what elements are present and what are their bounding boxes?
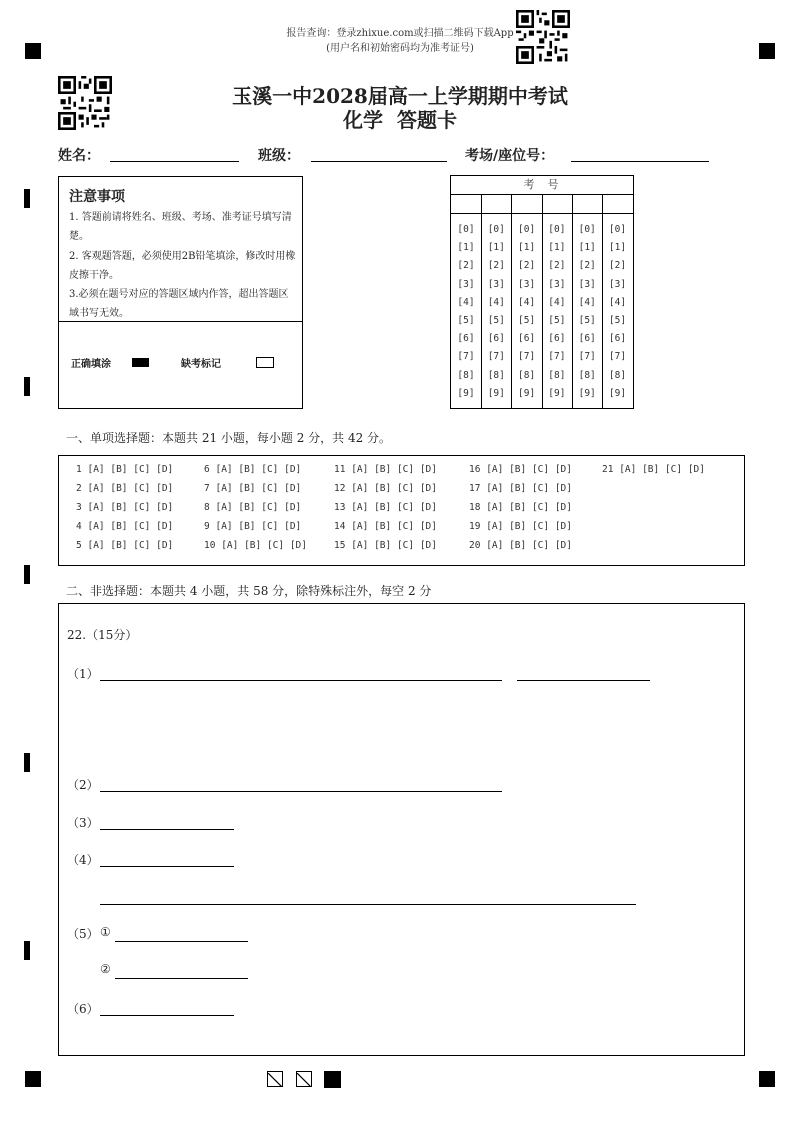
qr-code-icon bbox=[516, 10, 570, 64]
timing-mark bbox=[24, 941, 30, 960]
exam-number-digit-bubble[interactable]: [2] bbox=[518, 260, 536, 272]
exam-number-digit-bubble[interactable]: [6] bbox=[518, 333, 536, 345]
exam-title: 玉溪一中2028届高一上学期期中考试 bbox=[232, 84, 568, 108]
credentials-note: (用户名和初始密码均为准考证号) bbox=[326, 43, 474, 54]
mc-option-bubbles[interactable]: [A] [B] [C] [D] bbox=[351, 483, 437, 494]
exam-number-digit-bubble[interactable]: [9] bbox=[518, 387, 536, 399]
exam-number-digit-bubble[interactable]: [3] bbox=[548, 278, 566, 290]
part-4-label: （4） bbox=[67, 853, 99, 867]
exam-number-digit-bubble[interactable]: [1] bbox=[548, 242, 566, 254]
exam-number-digit-bubble[interactable]: [0] bbox=[518, 224, 536, 235]
mc-question-number: 3 bbox=[76, 502, 82, 513]
class-field[interactable] bbox=[311, 161, 447, 162]
exam-number-digit-bubble[interactable]: [3] bbox=[608, 278, 627, 290]
answer-line-5b[interactable] bbox=[115, 978, 248, 979]
mc-question-row[interactable] bbox=[334, 521, 437, 532]
multiple-choice-box bbox=[58, 455, 745, 566]
mc-question-number: 5 bbox=[76, 540, 82, 551]
part-6-label: （6） bbox=[67, 1002, 99, 1016]
mc-question-number: 13 bbox=[334, 502, 346, 513]
exam-number-write-box[interactable] bbox=[481, 195, 511, 214]
exam-number-digit-bubble[interactable]: [2] bbox=[487, 260, 505, 272]
answer-line-5a[interactable] bbox=[115, 941, 248, 942]
page-mark-filled bbox=[324, 1071, 341, 1088]
exam-number-digit-bubble[interactable]: [9] bbox=[548, 387, 566, 399]
seat-label: 考场/座位号： bbox=[465, 148, 555, 164]
mc-option-bubbles[interactable]: [A] [B] [C] [D] bbox=[351, 521, 437, 532]
mc-option-bubbles[interactable]: [A] [B] [C] [D] bbox=[351, 502, 437, 513]
timing-mark bbox=[24, 753, 30, 772]
exam-number-digit-bubble[interactable]: [0] bbox=[608, 224, 627, 235]
notice-item-3: 3.必须在题号对应的答题区域内作答，超出答题区域书写无效。 bbox=[69, 289, 289, 320]
exam-number-digit-bubble[interactable]: [1] bbox=[457, 242, 475, 254]
mc-option-bubbles[interactable]: [A] [B] [C] [D] bbox=[619, 464, 705, 475]
mc-question-row[interactable] bbox=[76, 502, 173, 513]
mc-question-row[interactable] bbox=[602, 464, 705, 475]
exam-number-digit-bubble[interactable]: [1] bbox=[487, 242, 505, 254]
mc-option-bubbles[interactable]: [A] [B] [C] [D] bbox=[221, 540, 307, 551]
answer-line-4b[interactable] bbox=[100, 904, 636, 905]
mc-question-row[interactable] bbox=[469, 483, 572, 494]
mc-question-number: 12 bbox=[334, 483, 346, 494]
exam-number-digit-bubble[interactable]: [8] bbox=[578, 369, 596, 381]
mc-option-bubbles[interactable]: [A] [B] [C] [D] bbox=[486, 540, 572, 551]
exam-number-digit-bubble[interactable]: [0] bbox=[487, 224, 505, 235]
exam-number-digit-bubble[interactable]: [4] bbox=[578, 296, 596, 308]
exam-number-digit-bubble[interactable]: [7] bbox=[487, 351, 505, 363]
answer-line-1a[interactable] bbox=[100, 680, 502, 681]
part-5-label: （5） bbox=[67, 927, 99, 941]
qr-code-top-right bbox=[516, 10, 570, 64]
mc-question-number: 9 bbox=[204, 521, 210, 532]
exam-number-digit-bubble[interactable]: [8] bbox=[548, 369, 566, 381]
exam-number-digit-bubble[interactable]: [6] bbox=[487, 333, 505, 345]
mc-question-number: 10 bbox=[204, 540, 216, 551]
exam-number-digit-bubble[interactable]: [7] bbox=[578, 351, 596, 363]
timing-mark bbox=[24, 565, 30, 584]
mc-option-bubbles[interactable]: [A] [B] [C] [D] bbox=[215, 483, 302, 494]
mc-question-row[interactable] bbox=[204, 502, 301, 513]
exam-number-digit-bubble[interactable]: [8] bbox=[487, 369, 505, 381]
answer-area-22 bbox=[58, 603, 745, 1056]
mc-question-row[interactable] bbox=[76, 483, 173, 494]
notice-text bbox=[69, 208, 297, 324]
mc-question-row[interactable] bbox=[469, 502, 572, 513]
correct-fill-sample bbox=[132, 358, 149, 367]
mc-question-row[interactable] bbox=[204, 464, 301, 475]
answer-line-2[interactable] bbox=[100, 791, 502, 792]
mc-question-number: 4 bbox=[76, 521, 82, 532]
mc-question-number: 11 bbox=[334, 464, 346, 475]
mc-option-bubbles[interactable]: [A] [B] [C] [D] bbox=[215, 464, 302, 475]
corner-mark-top-right bbox=[759, 43, 775, 59]
exam-number-digit-bubble[interactable]: [7] bbox=[548, 351, 566, 363]
mc-question-number: 6 bbox=[204, 464, 210, 475]
notice-box bbox=[58, 176, 303, 409]
exam-number-digit-bubble[interactable]: [7] bbox=[457, 351, 475, 363]
notice-item-2: 2. 客观题答题，必须使用2B铅笔填涂，修改时用橡皮擦干净。 bbox=[69, 250, 296, 281]
section2-title: 二、非选择题：本题共 4 小题，共 58 分，除特殊标注外，每空 2 分 bbox=[66, 584, 432, 598]
mc-question-row[interactable] bbox=[204, 521, 301, 532]
exam-number-digit-bubble[interactable]: [4] bbox=[518, 296, 536, 308]
mc-question-row[interactable] bbox=[204, 540, 307, 551]
mc-option-bubbles[interactable]: [A] [B] [C] [D] bbox=[87, 464, 174, 475]
mc-question-row[interactable] bbox=[76, 464, 173, 475]
absent-mark-label: 缺考标记 bbox=[181, 359, 221, 370]
exam-number-digit-bubble[interactable]: [3] bbox=[518, 278, 536, 290]
part-5-sub1-label: ① bbox=[100, 925, 111, 939]
mc-option-bubbles[interactable]: [A] [B] [C] [D] bbox=[215, 521, 302, 532]
mc-question-number: 21 bbox=[602, 464, 614, 475]
part-3-label: （3） bbox=[67, 816, 99, 830]
notice-divider bbox=[59, 321, 302, 322]
answer-line-4a[interactable] bbox=[100, 866, 234, 867]
mc-question-row[interactable] bbox=[334, 502, 437, 513]
question-22-label: 22.（15分） bbox=[67, 628, 138, 642]
exam-number-digit-bubble[interactable]: [1] bbox=[518, 242, 536, 254]
mc-question-number: 18 bbox=[469, 502, 481, 513]
exam-number-digit-bubble[interactable]: [7] bbox=[608, 351, 627, 363]
answer-line-3[interactable] bbox=[100, 829, 234, 830]
corner-mark-bottom-right bbox=[759, 1071, 775, 1087]
mc-question-number: 8 bbox=[204, 502, 210, 513]
exam-number-digit-bubble[interactable]: [1] bbox=[608, 242, 627, 254]
mc-question-row[interactable] bbox=[334, 540, 437, 551]
mc-question-number: 15 bbox=[334, 540, 346, 551]
notice-item-1: 1. 答题前请将姓名、班级、考场、准考证号填写清楚。 bbox=[69, 212, 292, 243]
exam-number-write-box[interactable] bbox=[572, 195, 602, 214]
mc-question-row[interactable] bbox=[204, 483, 301, 494]
exam-number-grid bbox=[450, 175, 634, 409]
part-1-label: （1） bbox=[67, 667, 99, 681]
corner-mark-bottom-left bbox=[25, 1071, 41, 1087]
mc-option-bubbles[interactable]: [A] [B] [C] [D] bbox=[87, 502, 174, 513]
mc-question-row[interactable] bbox=[334, 464, 437, 475]
exam-number-column bbox=[542, 195, 573, 408]
class-label: 班级： bbox=[258, 148, 300, 164]
page-mark-crossed-2 bbox=[296, 1071, 312, 1087]
exam-number-digit-bubble[interactable]: [9] bbox=[457, 387, 475, 399]
mc-question-number: 1 bbox=[76, 464, 82, 475]
exam-number-write-box[interactable] bbox=[512, 195, 542, 214]
exam-number-digit-bubble[interactable]: [8] bbox=[457, 369, 475, 381]
mc-question-number: 19 bbox=[469, 521, 481, 532]
exam-number-write-box[interactable] bbox=[542, 195, 572, 214]
exam-number-digit-bubble[interactable]: [3] bbox=[457, 278, 475, 290]
answer-sheet-subtitle: 化学 答题卡 bbox=[343, 108, 457, 132]
exam-number-digit-bubble[interactable]: [9] bbox=[487, 387, 505, 399]
exam-number-digit-bubble[interactable]: [0] bbox=[548, 224, 566, 235]
mc-question-row[interactable] bbox=[334, 483, 437, 494]
exam-number-digit-bubble[interactable]: [2] bbox=[457, 260, 475, 272]
mc-option-bubbles[interactable]: [A] [B] [C] [D] bbox=[351, 464, 437, 475]
exam-number-digit-bubble[interactable]: [2] bbox=[578, 260, 596, 272]
mc-option-bubbles[interactable]: [A] [B] [C] [D] bbox=[87, 483, 174, 494]
exam-number-digit-bubble[interactable]: [8] bbox=[518, 369, 536, 381]
exam-number-digit-bubble[interactable]: [6] bbox=[608, 333, 627, 345]
exam-number-digit-bubble[interactable]: [9] bbox=[578, 387, 596, 399]
mc-question-number: 16 bbox=[469, 464, 481, 475]
correct-fill-label: 正确填涂 bbox=[71, 359, 111, 370]
mc-question-number: 2 bbox=[76, 483, 82, 494]
exam-number-write-box[interactable] bbox=[603, 195, 633, 214]
exam-number-digit-bubble[interactable]: [6] bbox=[578, 333, 596, 345]
part-5-sub2-label: ② bbox=[100, 962, 111, 976]
part-2-label: （2） bbox=[67, 778, 99, 792]
exam-number-digit-bubble[interactable]: [0] bbox=[457, 224, 475, 235]
mc-question-number: 7 bbox=[204, 483, 210, 494]
exam-number-digit-bubble[interactable]: [5] bbox=[518, 315, 536, 326]
mc-option-bubbles[interactable]: [A] [B] [C] [D] bbox=[486, 502, 572, 513]
exam-number-digit-bubble[interactable]: [0] bbox=[578, 224, 596, 235]
mc-option-bubbles[interactable]: [A] [B] [C] [D] bbox=[87, 540, 174, 551]
mc-question-number: 14 bbox=[334, 521, 346, 532]
exam-number-digit-bubble[interactable]: [2] bbox=[608, 260, 627, 272]
corner-mark-top-left bbox=[25, 43, 41, 59]
exam-number-digit-bubble[interactable]: [4] bbox=[548, 296, 566, 308]
mc-option-bubbles[interactable]: [A] [B] [C] [D] bbox=[486, 483, 572, 494]
mc-option-bubbles[interactable]: [A] [B] [C] [D] bbox=[351, 540, 437, 551]
exam-number-column bbox=[451, 195, 482, 408]
exam-number-digit-bubble[interactable]: [8] bbox=[608, 369, 627, 381]
exam-number-digit-bubble[interactable]: [5] bbox=[548, 315, 566, 326]
exam-number-digit-bubble[interactable]: [6] bbox=[548, 333, 566, 345]
answer-line-1b[interactable] bbox=[517, 680, 650, 681]
timing-mark bbox=[24, 189, 30, 208]
name-label: 姓名： bbox=[58, 148, 100, 164]
mc-question-number: 20 bbox=[469, 540, 481, 551]
exam-number-column bbox=[572, 195, 603, 408]
notice-heading: 注意事项 bbox=[69, 189, 125, 205]
exam-number-digit-bubble[interactable]: [3] bbox=[578, 278, 596, 290]
exam-number-digit-bubble[interactable]: [5] bbox=[487, 315, 505, 326]
mc-question-row[interactable] bbox=[76, 521, 173, 532]
page-mark-crossed-1 bbox=[267, 1071, 283, 1087]
mc-question-row[interactable] bbox=[76, 540, 173, 551]
exam-number-digit-bubble[interactable]: [7] bbox=[518, 351, 536, 363]
mc-question-row[interactable] bbox=[469, 540, 572, 551]
exam-number-digit-bubble[interactable]: [4] bbox=[457, 296, 475, 308]
mc-option-bubbles[interactable]: [A] [B] [C] [D] bbox=[215, 502, 302, 513]
exam-number-digit-bubble[interactable]: [5] bbox=[578, 315, 596, 326]
section1-title: 一、单项选择题：本题共 21 小题，每小题 2 分，共 42 分。 bbox=[66, 431, 392, 445]
exam-number-digit-bubble[interactable]: [5] bbox=[608, 315, 627, 326]
exam-number-digit-bubble[interactable]: [3] bbox=[487, 278, 505, 290]
exam-number-digit-bubble[interactable]: [6] bbox=[457, 333, 475, 345]
seat-field[interactable] bbox=[571, 161, 709, 162]
exam-number-digit-bubble[interactable]: [4] bbox=[608, 296, 627, 308]
mc-option-bubbles[interactable]: [A] [B] [C] [D] bbox=[486, 521, 572, 532]
exam-number-digit-bubble[interactable]: [9] bbox=[608, 387, 627, 399]
mc-question-row[interactable] bbox=[469, 464, 572, 475]
absent-mark-box[interactable] bbox=[256, 357, 274, 368]
exam-number-column bbox=[512, 195, 543, 408]
exam-number-digit-bubble[interactable]: [2] bbox=[548, 260, 566, 272]
timing-mark bbox=[24, 377, 30, 396]
exam-number-write-box[interactable] bbox=[451, 195, 481, 214]
mc-question-number: 17 bbox=[469, 483, 481, 494]
exam-number-header: 考 号 bbox=[451, 176, 633, 195]
exam-number-digit-bubble[interactable]: [4] bbox=[487, 296, 505, 308]
answer-line-6[interactable] bbox=[100, 1015, 234, 1016]
mc-option-bubbles[interactable]: [A] [B] [C] [D] bbox=[486, 464, 572, 475]
exam-number-digit-bubble[interactable]: [1] bbox=[578, 242, 596, 254]
report-query-text: 报告查询：登录zhixue.com或扫描二维码下载App bbox=[286, 28, 514, 39]
exam-number-column bbox=[603, 195, 633, 408]
exam-number-digit-bubble[interactable]: [5] bbox=[457, 315, 475, 326]
name-field[interactable] bbox=[110, 161, 239, 162]
mc-question-row[interactable] bbox=[469, 521, 572, 532]
exam-number-column bbox=[481, 195, 512, 408]
mc-option-bubbles[interactable]: [A] [B] [C] [D] bbox=[87, 521, 174, 532]
